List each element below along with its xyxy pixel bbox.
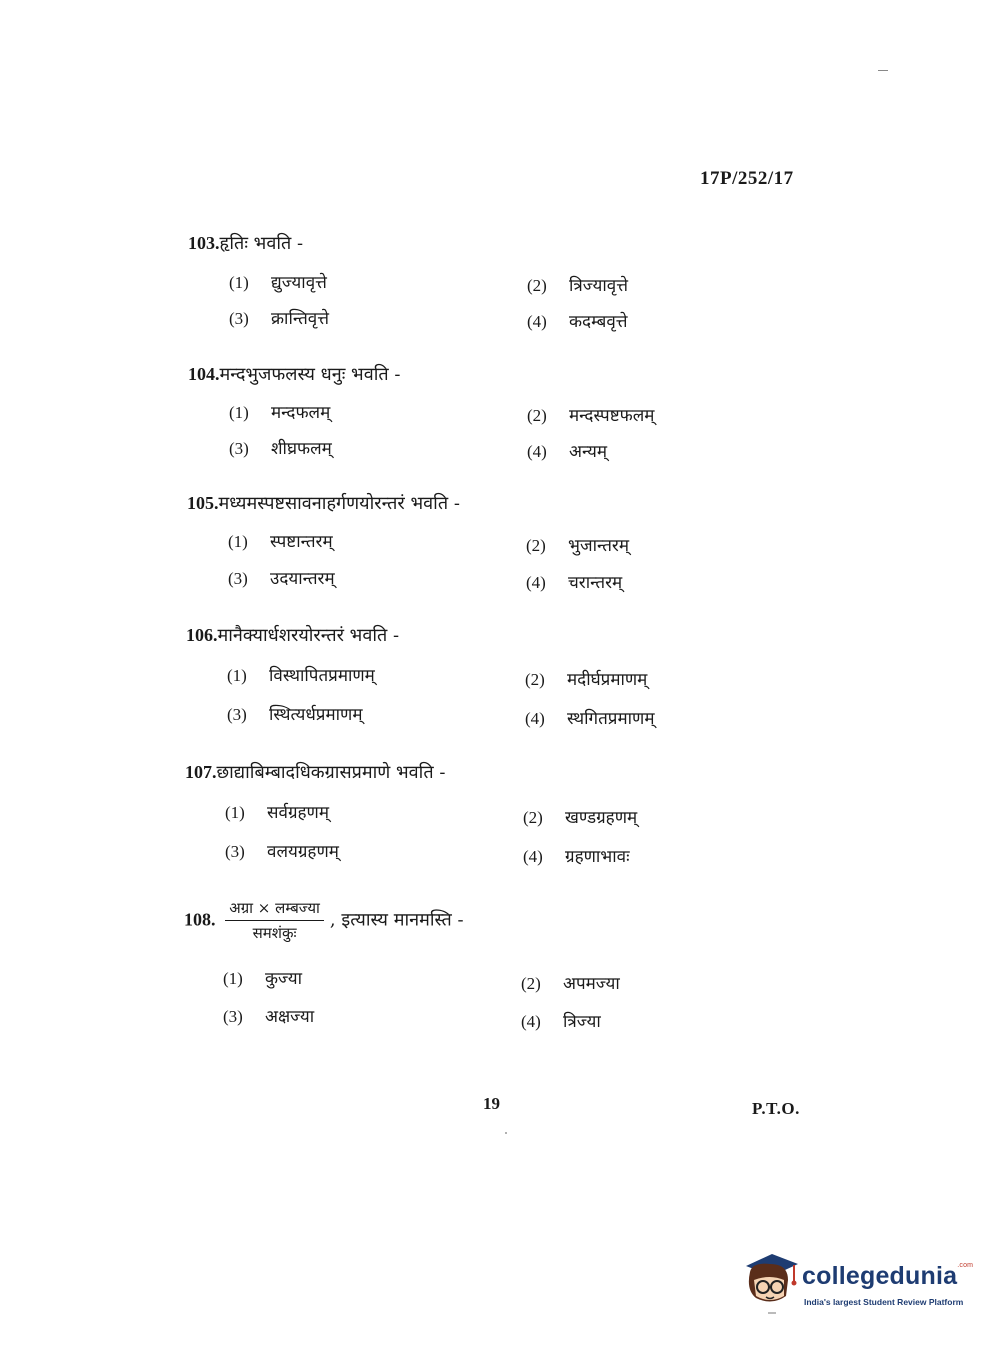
fraction-numerator: अग्रा × लम्बज्या xyxy=(225,898,324,921)
option-104-3: (3) शीघ्रफलम् xyxy=(229,439,332,459)
option-105-1: (1) स्पष्टान्तरम् xyxy=(228,532,333,552)
fraction-denominator: समशंकुः xyxy=(252,924,297,942)
question-104 xyxy=(188,362,400,386)
formula-fraction xyxy=(225,898,324,943)
page-number: 19 xyxy=(483,1094,500,1113)
option-105-4: (4) चरान्तरम् xyxy=(526,573,623,593)
option-106-4: (4) स्थगितप्रमाणम् xyxy=(525,709,655,729)
option-108-2: (2) अपमज्या xyxy=(521,974,620,994)
option-105-3: (3) उदयान्तरम् xyxy=(228,569,335,589)
scan-mark xyxy=(878,70,888,71)
collegedunia-logo[interactable] xyxy=(742,1250,972,1320)
question-106 xyxy=(186,623,399,647)
option-107-1: (1) सर्वग्रहणम् xyxy=(225,803,330,823)
option-103-2: (2) त्रिज्यावृत्ते xyxy=(527,276,628,296)
option-103-4: (4) कदम्बवृत्ते xyxy=(527,312,628,332)
option-106-2: (2) मदीर्घप्रमाणम् xyxy=(525,670,648,690)
option-107-4: (4) ग्रहणाभावः xyxy=(523,847,630,867)
option-106-3: (3) स्थित्यर्धप्रमाणम् xyxy=(227,705,363,725)
question-text: , इत्यास्य मानमस्ति - xyxy=(329,909,464,931)
logo-suffix: .com xyxy=(957,1262,974,1269)
question-number: 106. xyxy=(186,625,218,645)
question-text: हृतिः भवति - xyxy=(219,233,304,254)
question-105 xyxy=(187,491,460,515)
option-108-4: (4) त्रिज्या xyxy=(521,1012,601,1032)
pto-label: P.T.O. xyxy=(752,1099,800,1118)
question-number: 103. xyxy=(188,233,220,253)
question-number: 104. xyxy=(188,364,220,384)
question-text: छाद्याबिम्बादधिकग्रासप्रमाणे भवति - xyxy=(216,762,446,783)
question-108 xyxy=(184,898,464,943)
question-107 xyxy=(185,760,445,784)
option-107-2: (2) खण्डग्रहणम् xyxy=(523,808,638,828)
option-104-1: (1) मन्दफलम् xyxy=(229,403,331,423)
option-106-1: (1) विस्थापितप्रमाणम् xyxy=(227,666,375,686)
scan-dot xyxy=(505,1132,507,1134)
question-text: मध्यमस्पष्टसावनाहर्गणयोरन्तरं भवति - xyxy=(218,493,460,514)
question-103 xyxy=(188,231,303,255)
question-text: मन्दभुजफलस्य धनुः भवति - xyxy=(219,364,401,385)
option-107-3: (3) वलयग्रहणम् xyxy=(225,842,339,862)
paper-code: 17P/252/17 xyxy=(700,168,794,189)
question-text: मानैक्यार्धशरयोरन्तरं भवति - xyxy=(217,625,400,646)
logo-name: collegedunia xyxy=(802,1262,958,1290)
option-105-2: (2) भुजान्तरम् xyxy=(526,536,630,556)
option-108-1: (1) कुज्या xyxy=(223,969,303,989)
logo-tagline: India's largest Student Review Platform xyxy=(804,1297,964,1307)
option-104-2: (2) मन्दस्पष्टफलम् xyxy=(527,406,655,426)
option-103-1: (1) द्युज्यावृत्ते xyxy=(229,273,327,293)
question-number: 107. xyxy=(185,762,217,782)
option-108-3: (3) अक्षज्या xyxy=(223,1007,315,1027)
option-104-4: (4) अन्यम् xyxy=(527,442,608,462)
option-103-3: (3) क्रान्तिवृत्ते xyxy=(229,309,329,329)
mascot-icon xyxy=(742,1250,800,1320)
question-number: 105. xyxy=(187,493,219,513)
question-number: 108. xyxy=(184,909,216,930)
